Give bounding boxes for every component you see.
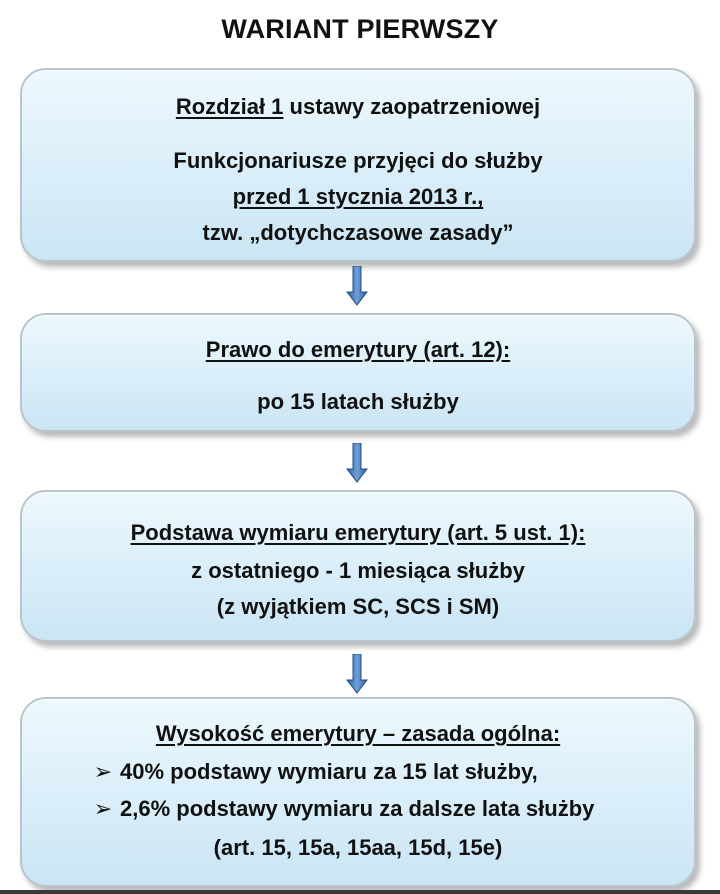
box1-heading — [22, 94, 694, 120]
box3-heading: Podstawa wymiaru emerytury (art. 5 ust. 1): — [130, 520, 586, 545]
box4-heading: Wysokość emerytury – zasada ogólna: — [155, 721, 561, 746]
box1-line2: Funkcjonariusze przyjęci do służby — [173, 148, 543, 173]
box-pension-amount — [20, 697, 696, 887]
arrow-bullet-icon: ➢ — [93, 759, 113, 784]
list-item — [86, 759, 538, 785]
box1-heading-rest: ustawy zaopatrzeniowej — [283, 94, 541, 119]
down-arrow-icon — [346, 654, 368, 694]
box-chapter-1 — [20, 68, 696, 262]
diagram-title: WARIANT PIERWSZY — [221, 14, 499, 44]
box3-line2: z ostatniego - 1 miesiąca służby — [191, 558, 525, 583]
box-pension-right — [20, 313, 696, 432]
bullet-text-1: 40% podstawy wymiaru za 15 lat służby, — [120, 759, 538, 784]
arrow-bullet-icon: ➢ — [93, 796, 113, 821]
box2-heading: Prawo do emerytury (art. 12): — [205, 337, 511, 362]
box2-line2: po 15 latach służby — [257, 389, 459, 414]
list-item — [86, 796, 594, 822]
box1-heading-underlined: Rozdział 1 — [175, 94, 284, 119]
box1-line4: tzw. „dotychczasowe zasady” — [202, 220, 514, 245]
box1-line3: przed 1 stycznia 2013 r., — [232, 184, 484, 209]
bullet-text-2: 2,6% podstawy wymiaru za dalsze lata służby — [120, 796, 595, 821]
box3-line3: (z wyjątkiem SC, SCS i SM) — [216, 594, 500, 619]
down-arrow-icon — [346, 266, 368, 306]
down-arrow-icon — [346, 443, 368, 483]
bottom-edge-strip — [0, 890, 720, 894]
box4-line-last: (art. 15, 15a, 15aa, 15d, 15e) — [213, 835, 503, 860]
box-pension-basis — [20, 490, 696, 642]
